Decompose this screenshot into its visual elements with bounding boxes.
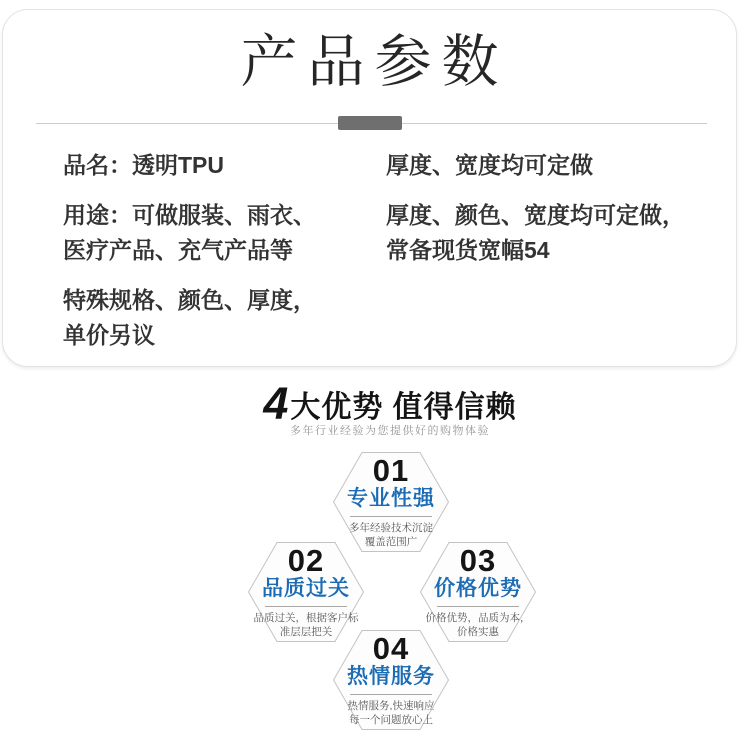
param-line: 品名：透明TPU <box>63 152 224 178</box>
advantage-hexagon-4 <box>333 630 449 730</box>
param-line: 常备现货宽幅54 <box>386 237 550 263</box>
title-divider <box>3 116 736 131</box>
hexagon-desc-line: 多年经验技术沉淀 <box>349 522 433 534</box>
hexagon-title: 热情服务 <box>347 665 435 688</box>
hexagon-desc-line: 每一个问题放心上 <box>349 714 433 726</box>
params-title: 产品参数 <box>240 30 509 94</box>
param-item-stock <box>386 198 718 268</box>
product-params-card <box>2 9 737 367</box>
hexagon-divider <box>350 516 432 517</box>
advantage-hexagon-1 <box>333 452 449 552</box>
hexagon-divider <box>350 694 432 695</box>
hexagon-title: 价格优势 <box>434 577 522 600</box>
hexagon-desc-line: 价格实惠 <box>457 626 499 638</box>
hexagon-content <box>420 542 536 642</box>
hexagon-number: 04 <box>372 631 410 666</box>
advantages-subtitle: 多年行业经验为您提供好的购物体验 <box>290 425 490 437</box>
advantage-hexagon-2 <box>248 542 364 642</box>
param-line: 用途：可做服装、雨衣、 <box>63 202 316 228</box>
param-item-custom <box>386 148 718 183</box>
params-column-right <box>386 148 718 368</box>
hexagon-content <box>333 630 449 730</box>
param-line: 厚度、颜色、宽度均可定做， <box>386 202 685 228</box>
hexagon-desc-line: 覆盖范围广 <box>364 536 418 548</box>
param-item-usage <box>63 198 386 268</box>
param-item-name <box>63 148 386 183</box>
advantages-title-text: 大优势 值得信赖 <box>290 391 517 424</box>
param-line: 医疗产品、充气产品等 <box>63 237 293 263</box>
hexagon-number: 03 <box>459 543 497 578</box>
hexagon-content <box>248 542 364 642</box>
hexagon-divider <box>265 606 347 607</box>
advantage-hexagon-3 <box>420 542 536 642</box>
param-item-special <box>63 283 386 353</box>
divider-knob <box>338 116 402 130</box>
params-column-left <box>63 148 386 368</box>
hexagon-desc-line: 热情服务,快速响应 <box>347 700 435 712</box>
hexagon-title: 品质过关 <box>262 577 350 600</box>
param-line: 单价另议 <box>63 322 155 348</box>
hexagon-title: 专业性强 <box>347 487 435 510</box>
hexagon-desc-line: 准层层把关 <box>279 626 333 638</box>
param-line: 厚度、宽度均可定做 <box>386 152 593 178</box>
hexagon-number: 02 <box>287 543 325 578</box>
advantages-title-number: 4 <box>263 378 289 429</box>
hexagon-content <box>333 452 449 552</box>
hexagon-desc-line: 品质过关，根据客户标 <box>253 612 359 624</box>
hexagon-desc-line: 价格优势，品质为本， <box>425 612 531 624</box>
params-columns <box>63 148 718 368</box>
param-line: 特殊规格、颜色、厚度， <box>63 287 316 313</box>
hexagon-divider <box>437 606 519 607</box>
hexagon-number: 01 <box>372 453 410 488</box>
